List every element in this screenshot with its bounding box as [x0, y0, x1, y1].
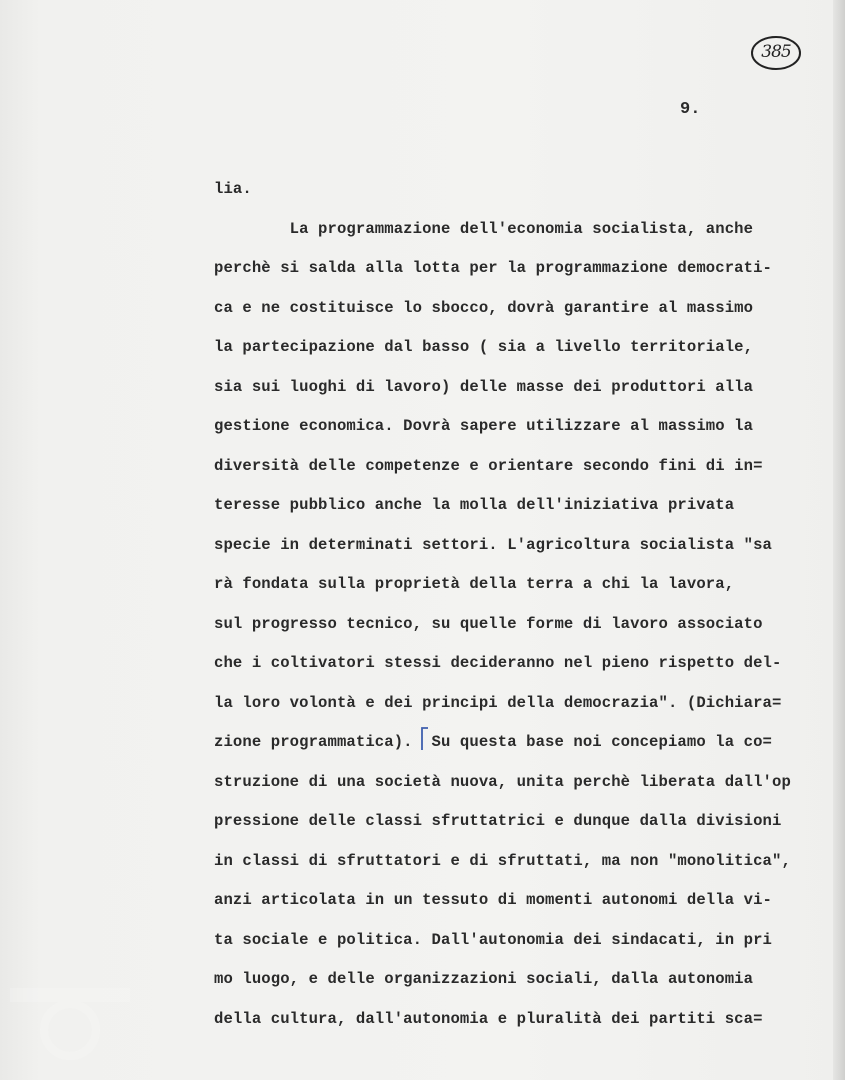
text-line: pressione delle classi sfruttatrici e dunque dalla divisioni: [214, 812, 782, 830]
text-line: anzi articolata in un tessuto di momenti autonomi della vi-: [214, 891, 773, 909]
text-line: rà fondata sulla proprietà della terra a chi la lavora,: [214, 575, 735, 593]
watermark-logo-icon: [0, 980, 140, 1060]
page-number: 9.: [680, 100, 701, 119]
text-line: gestione economica. Dovrà sapere utilizzare al massimo la: [214, 417, 754, 435]
text-line: struzione di una società nuova, unita perchè liberata dall'op: [214, 772, 791, 791]
page-edge: [833, 0, 845, 1080]
text-line: lia.: [214, 180, 252, 198]
text-line: sia sui luoghi di lavoro) delle masse dei produttori alla: [214, 377, 754, 396]
text-line: teresse pubblico anche la molla dell'iniziativa privata: [214, 496, 735, 514]
text-line: ca e ne costituisce lo sbocco, dovrà garantire al massimo: [214, 298, 754, 317]
text-line: della cultura, dall'autonomia e pluralità dei partiti sca=: [214, 1009, 763, 1028]
pen-bracket-mark: [420, 726, 430, 752]
text-line: in classi di sfruttatori e di sfruttati, ma non "monolitica",: [214, 851, 791, 870]
text-line: la partecipazione dal basso ( sia a livello territoriale,: [214, 338, 754, 356]
text-line: la loro volontà e dei principi della democrazia". (Dichiara=: [214, 693, 782, 712]
typed-text-body: [214, 170, 814, 1039]
text-line: ta sociale e politica. Dall'autonomia dei sindacati, in pri: [214, 930, 773, 949]
text-line: sul progresso tecnico, su quelle forme di lavoro associato: [214, 614, 763, 633]
archive-folio-stamp: [750, 34, 802, 72]
text-line: specie in determinati settori. L'agricoltura socialista "sa: [214, 535, 773, 554]
text-line: che i coltivatori stessi decideranno nel pieno rispetto del-: [214, 654, 782, 672]
text-line: perchè si salda alla lotta per la programmazione democrati-: [214, 259, 773, 277]
text-line: zione programmatica). Su questa base noi concepiamo la co=: [214, 733, 773, 751]
text-line: diversità delle competenze e orientare secondo fini di in=: [214, 456, 763, 475]
archive-number: 385: [761, 42, 791, 62]
text-line: La programmazione dell'economia socialista, anche: [214, 219, 754, 238]
text-line: mo luogo, e delle organizzazioni sociali, dalla autonomia: [214, 970, 754, 988]
